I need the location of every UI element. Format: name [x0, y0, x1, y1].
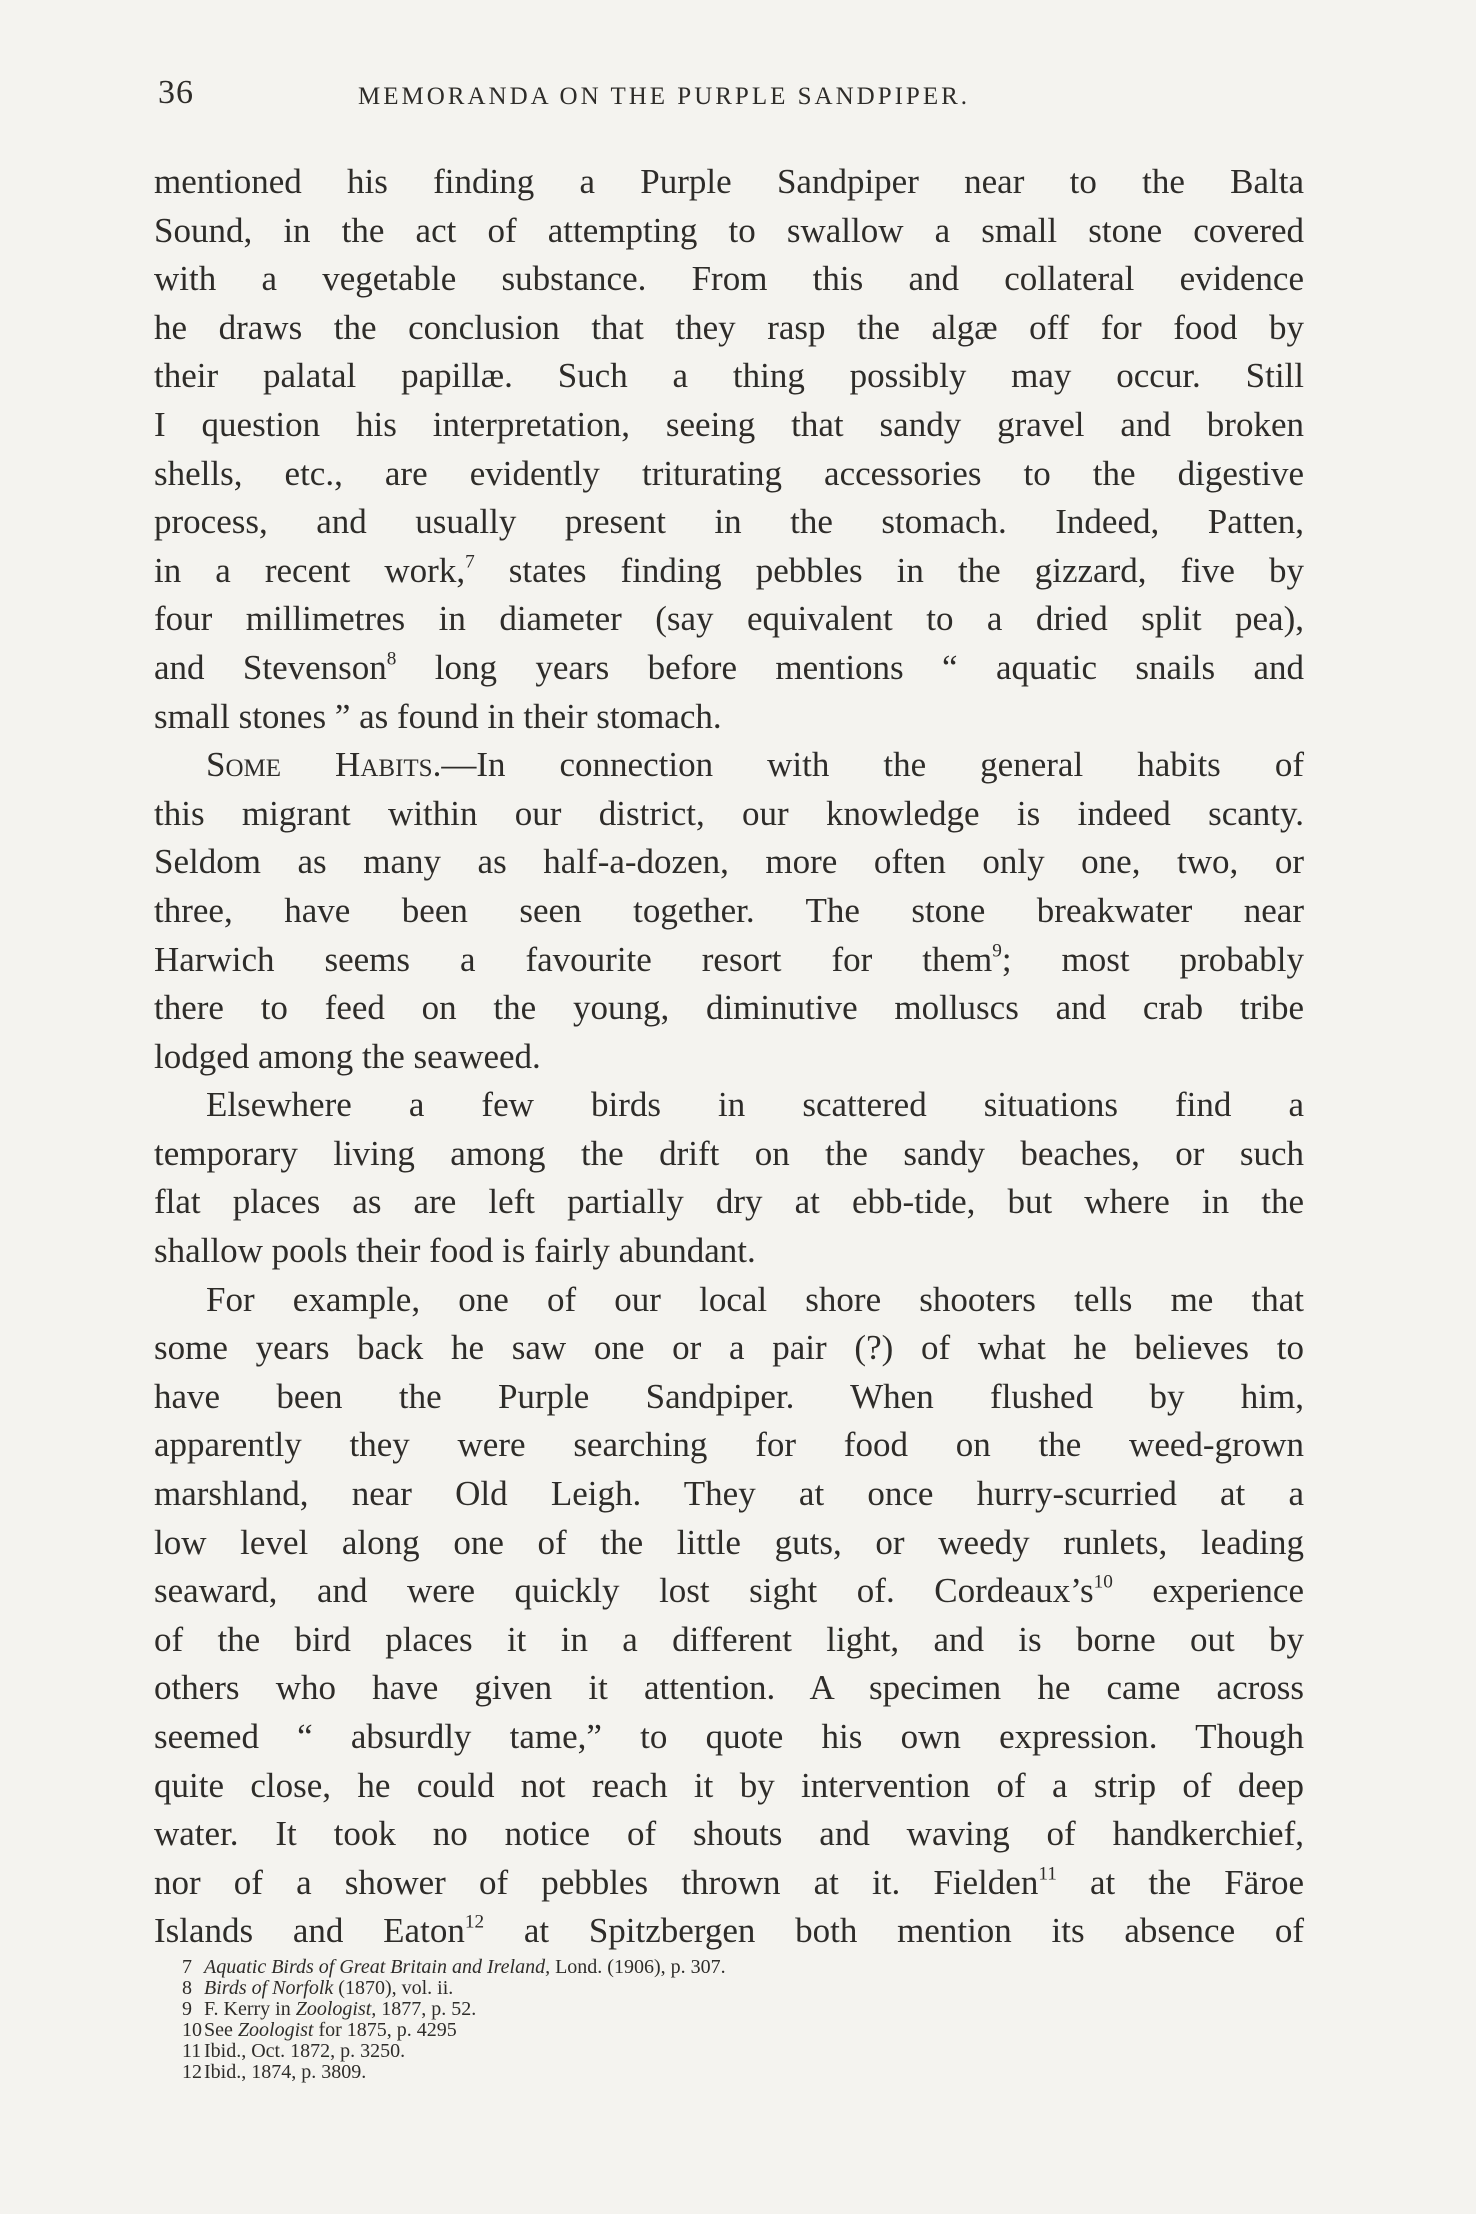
footnote-ref: 11	[1038, 1863, 1057, 1885]
footnote	[182, 2020, 1282, 2041]
text-line: low level along one of the little guts, or weedy runlets, leading	[154, 1522, 1304, 1562]
text-line: their palatal papillæ. Such a thing possibly may occur. Still	[154, 356, 1304, 396]
footnote-text: (1870), vol. ii.	[333, 1977, 454, 1999]
text-line: marshland, near Old Leigh. They at once hurry-scurried at a	[154, 1474, 1304, 1514]
footnote-title: Birds of Norfolk	[204, 1977, 334, 1999]
body-text	[154, 158, 1304, 1956]
footnote-number: 11	[182, 2040, 202, 2062]
text-line: he draws the conclusion that they rasp the algæ off for food by	[154, 307, 1304, 347]
text-line: flat places as are left partially dry at ebb-tide, but where in the	[154, 1182, 1304, 1222]
text-run: experience	[1112, 1571, 1304, 1611]
text-line: three, have been seen together. The stone breakwater near	[154, 890, 1304, 930]
text-run: long years before mentions “ aquatic snails and	[396, 647, 1305, 687]
text-line: have been the Purple Sandpiper. When flushed by him,	[154, 1376, 1304, 1416]
text-line: For example, one of our local shore shooters tells me that	[206, 1279, 1304, 1319]
page-number: 36	[158, 74, 194, 111]
text-line	[154, 1567, 1304, 1616]
text-line: this migrant within our district, our knowledge is indeed scanty.	[154, 793, 1304, 833]
footnote-title: Zoologist	[237, 2019, 314, 2041]
footnote-ref: 10	[1093, 1571, 1113, 1593]
text-line: Elsewhere a few birds in scattered situations find a	[206, 1085, 1304, 1125]
text-line	[154, 936, 1304, 985]
text-run: —In connection with the general habits of	[441, 745, 1305, 785]
footnote-text: Ibid., 1874, p. 3809.	[204, 2061, 367, 2083]
text-line: shallow pools their food is fairly abundant.	[154, 1231, 756, 1271]
text-line: others who have given it attention. A specimen he came across	[154, 1668, 1304, 1708]
footnote-ref: 8	[386, 648, 397, 670]
footnote-prefix: F. Kerry in	[204, 1998, 296, 2020]
text-line: quite close, he could not reach it by intervention of a strip of deep	[154, 1765, 1304, 1805]
footnote-title: Aquatic Birds of Great Britain and Ireland,	[204, 1956, 551, 1978]
text-run: at Spitzbergen both mention its absence of	[484, 1911, 1305, 1951]
text-line: with a vegetable substance. From this and collateral evidence	[154, 259, 1304, 299]
text-line: process, and usually present in the stomach. Indeed, Patten,	[154, 502, 1304, 542]
text-line: lodged among the seaweed.	[154, 1036, 541, 1076]
text-run: ; most probably	[1001, 939, 1304, 979]
footnote-number: 7	[182, 1956, 192, 1978]
text-line	[154, 547, 1304, 596]
section-heading: Some Habits.	[206, 745, 442, 785]
footnote-text: Lond. (1906), p. 307.	[550, 1956, 726, 1978]
text-line: mentioned his finding a Purple Sandpiper near to the Balta	[154, 162, 1304, 201]
footnote	[182, 2062, 1282, 2083]
page-header	[158, 74, 1316, 124]
footnote	[182, 2041, 1282, 2062]
footnote-text: 1877, p. 52.	[376, 1998, 477, 2020]
footnote-title: Zoologist,	[295, 1998, 377, 2020]
running-head: MEMORANDA ON THE PURPLE SANDPIPER.	[358, 83, 971, 110]
text-line	[154, 644, 1304, 693]
text-run: Islands and Eaton	[154, 1911, 465, 1951]
text-run: and Stevenson	[154, 647, 387, 687]
text-line: of the bird places it in a different light, and is borne out by	[154, 1619, 1304, 1659]
footnote-text: for 1875, p. 4295	[313, 2019, 457, 2041]
footnote-ref: 7	[465, 551, 475, 573]
text-line	[154, 1859, 1304, 1908]
footnote-prefix: See	[204, 2019, 238, 2041]
footnote-number: 10	[182, 2019, 202, 2041]
text-run: in a recent work,	[154, 550, 466, 590]
text-run: Harwich seems a favourite resort for them	[154, 939, 993, 979]
footnote	[182, 1957, 1282, 1978]
text-line: shells, etc., are evidently triturating accessories to the digestive	[154, 453, 1304, 493]
text-line	[154, 1907, 1304, 1956]
footnote-number: 12	[182, 2061, 202, 2083]
text-line: apparently they were searching for food on the weed-grown	[154, 1425, 1304, 1465]
text-line	[154, 741, 1304, 790]
text-line: some years back he saw one or a pair (?) of what he believes to	[154, 1328, 1304, 1368]
text-line: I question his interpretation, seeing that sandy gravel and broken	[154, 404, 1304, 444]
text-line: there to feed on the young, diminutive molluscs and crab tribe	[154, 988, 1304, 1028]
footnote	[182, 1978, 1282, 1999]
text-line: seemed “ absurdly tame,” to quote his own expression. Though	[154, 1717, 1304, 1756]
footnote-ref: 9	[992, 940, 1002, 962]
text-run: nor of a shower of pebbles thrown at it. Fielden	[154, 1862, 1039, 1902]
text-line: Seldom as many as half-a-dozen, more often only one, two, or	[154, 842, 1304, 882]
footnote-ref: 12	[464, 1911, 485, 1933]
text-run: at the Färoe	[1056, 1862, 1304, 1902]
text-line: water. It took no notice of shouts and waving of handkerchief,	[154, 1814, 1304, 1854]
text-line: four millimetres in diameter (say equivalent to a dried split pea),	[154, 599, 1304, 639]
text-line: small stones ” as found in their stomach.	[154, 696, 722, 736]
text-run: seaward, and were quickly lost sight of. Cordeaux’s	[154, 1571, 1094, 1611]
footnote-text: Ibid., Oct. 1872, p. 3250.	[204, 2040, 406, 2062]
footnote	[182, 1999, 1282, 2020]
footnote-number: 8	[182, 1977, 192, 1999]
footnotes	[182, 1957, 1282, 2083]
footnote-number: 9	[182, 1998, 192, 2020]
text-run: states finding pebbles in the gizzard, five by	[474, 550, 1304, 590]
text-line: Sound, in the act of attempting to swallow a small stone covered	[154, 210, 1304, 250]
text-line: temporary living among the drift on the sandy beaches, or such	[154, 1133, 1304, 1173]
